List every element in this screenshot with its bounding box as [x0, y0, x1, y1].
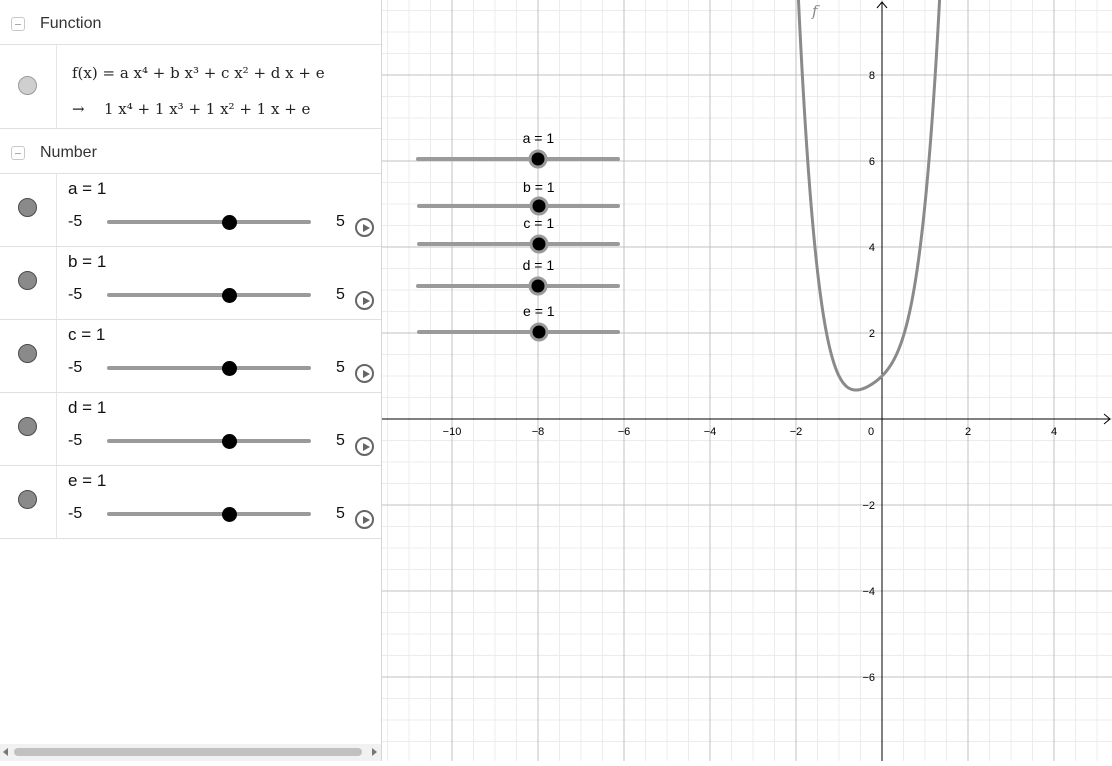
scroll-left-icon[interactable] [3, 748, 8, 756]
y-tick-label: −2 [862, 500, 875, 512]
slider-b-knob[interactable] [222, 288, 237, 303]
slider-d-knob[interactable] [222, 434, 237, 449]
slider-row-a[interactable] [0, 174, 381, 247]
graph-slider-c-label: c = 1 [523, 215, 555, 231]
graph-slider-b-track[interactable] [417, 204, 620, 208]
graph-slider-a-knob[interactable] [529, 150, 548, 169]
slider-a-visibility-toggle[interactable] [18, 198, 37, 217]
slider-a-knob[interactable] [222, 215, 237, 230]
collapse-number-button[interactable] [11, 146, 25, 160]
graph-slider-a-label: a = 1 [522, 130, 555, 146]
function-row[interactable] [0, 45, 381, 129]
x-tick-label: −4 [703, 426, 717, 438]
y-tick-label: −4 [862, 586, 875, 598]
y-tick-label: 6 [868, 156, 875, 168]
function-arrow-icon: → [72, 100, 85, 118]
slider-row-c[interactable] [0, 320, 381, 393]
slider-marble-cell [0, 320, 57, 392]
graph-slider-c-track[interactable] [417, 242, 620, 246]
slider-d-max: 5 [336, 432, 345, 449]
graph-slider-c-knob[interactable] [529, 235, 548, 254]
function-visibility-toggle[interactable] [18, 76, 37, 95]
function-category-label: Function [40, 15, 102, 32]
slider-b-play-icon[interactable] [355, 291, 374, 310]
collapse-function-button[interactable] [11, 17, 25, 31]
slider-e-track[interactable] [107, 512, 311, 516]
slider-c-play-icon[interactable] [355, 364, 374, 383]
y-tick-label: 2 [868, 328, 875, 340]
function-category-header [0, 0, 381, 45]
slider-row-d[interactable] [0, 393, 381, 466]
slider-e-max: 5 [336, 505, 345, 522]
slider-c-visibility-toggle[interactable] [18, 344, 37, 363]
function-definition[interactable]: f(x) = a x⁴ + b x³ + c x² + d x + e [72, 64, 325, 82]
slider-c-knob[interactable] [222, 361, 237, 376]
graph-slider-b-label: b = 1 [523, 179, 555, 195]
slider-marble-cell [0, 393, 57, 465]
slider-d-track[interactable] [107, 439, 311, 443]
x-tick-label: −2 [789, 426, 803, 438]
graph-slider-e-track[interactable] [417, 330, 620, 334]
slider-d-visibility-toggle[interactable] [18, 417, 37, 436]
slider-a-min: -5 [68, 213, 83, 230]
x-tick-label: 0 [867, 426, 875, 438]
graphics-view[interactable] [382, 0, 1112, 761]
x-tick-label: −10 [442, 426, 462, 438]
slider-a-label[interactable]: a = 1 [68, 179, 107, 198]
graph-slider-a-track[interactable] [416, 157, 620, 161]
scroll-right-icon[interactable] [372, 748, 377, 756]
slider-b-max: 5 [336, 286, 345, 303]
slider-marble-cell [0, 247, 57, 319]
x-tick-label: 2 [964, 426, 972, 438]
slider-d-min: -5 [68, 432, 83, 449]
slider-d-play-icon[interactable] [355, 437, 374, 456]
x-tick-label: −8 [531, 426, 545, 438]
y-tick-label: 8 [868, 70, 875, 82]
slider-c-label[interactable]: c = 1 [68, 325, 106, 344]
slider-row-b[interactable] [0, 247, 381, 320]
slider-a-track[interactable] [107, 220, 311, 224]
slider-marble-cell [0, 466, 57, 538]
slider-c-track[interactable] [107, 366, 311, 370]
graph-slider-b-knob[interactable] [529, 197, 548, 216]
slider-e-label[interactable]: e = 1 [68, 471, 107, 490]
number-category-header [0, 129, 381, 174]
slider-c-min: -5 [68, 359, 83, 376]
slider-row-e[interactable] [0, 466, 381, 539]
slider-a-play-icon[interactable] [355, 218, 374, 237]
slider-b-min: -5 [68, 286, 83, 303]
curve-label-f: f [812, 2, 818, 20]
x-tick-label: −6 [617, 426, 631, 438]
function-marble-cell [0, 45, 57, 128]
graph-slider-d-knob[interactable] [529, 277, 548, 296]
horizontal-scrollbar[interactable] [0, 744, 381, 761]
y-tick-label: −6 [862, 672, 875, 684]
number-category-label: Number [40, 144, 97, 161]
slider-b-track[interactable] [107, 293, 311, 297]
slider-marble-cell [0, 174, 57, 246]
slider-b-label[interactable]: b = 1 [68, 252, 107, 271]
y-tick-label: 4 [868, 242, 875, 254]
slider-e-knob[interactable] [222, 507, 237, 522]
graph-slider-e-knob[interactable] [529, 323, 548, 342]
graph-slider-e-label: e = 1 [523, 303, 555, 319]
algebra-view [0, 0, 382, 761]
slider-c-max: 5 [336, 359, 345, 376]
slider-e-min: -5 [68, 505, 83, 522]
graph-slider-d-track[interactable] [416, 284, 620, 288]
graph-canvas[interactable] [382, 0, 1112, 761]
function-value: 1 x⁴ + 1 x³ + 1 x² + 1 x + e [104, 100, 311, 118]
x-tick-label: 4 [1050, 426, 1058, 438]
graph-slider-d-label: d = 1 [522, 257, 555, 273]
slider-b-visibility-toggle[interactable] [18, 271, 37, 290]
scrollbar-thumb[interactable] [14, 748, 362, 756]
slider-a-max: 5 [336, 213, 345, 230]
slider-e-visibility-toggle[interactable] [18, 490, 37, 509]
slider-d-label[interactable]: d = 1 [68, 398, 107, 417]
slider-e-play-icon[interactable] [355, 510, 374, 529]
